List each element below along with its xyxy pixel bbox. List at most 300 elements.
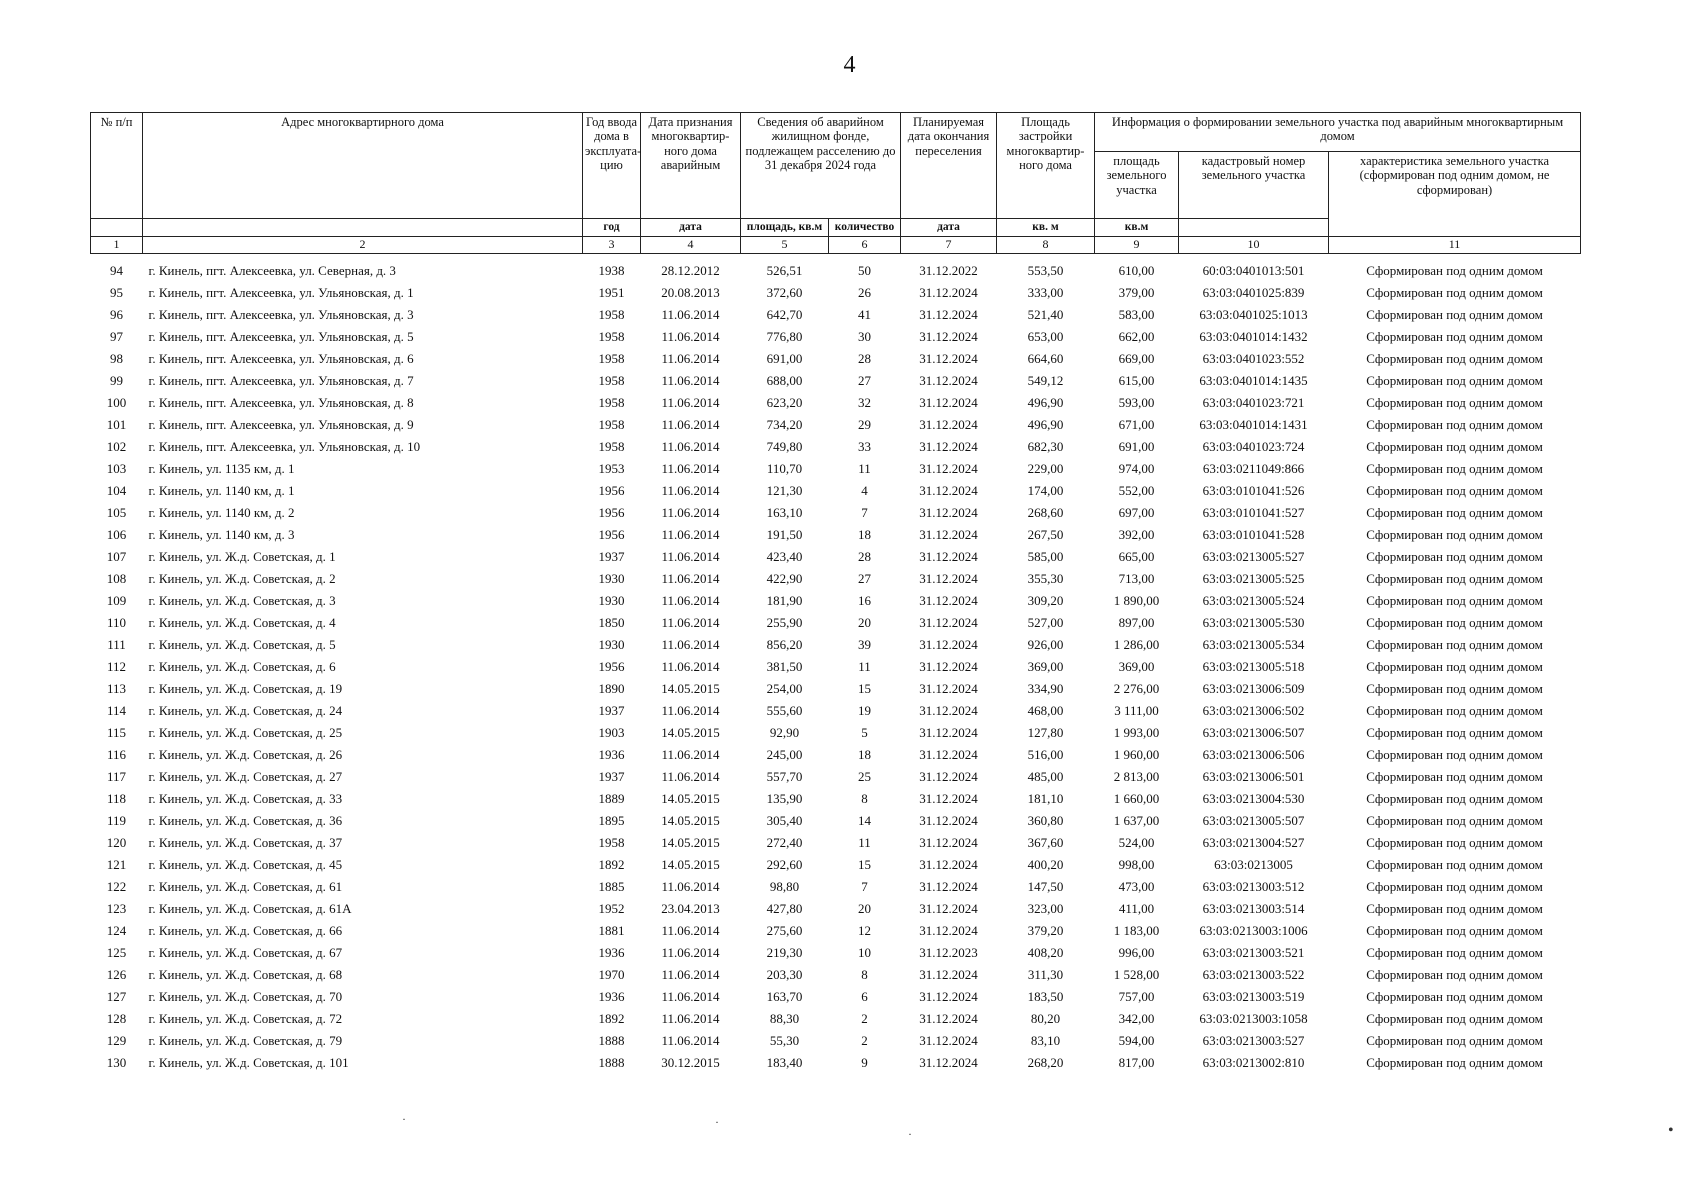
row-year: 1892 xyxy=(598,857,625,873)
row-fund-count: 7 xyxy=(861,879,868,895)
row-fund-area: 181,90 xyxy=(766,593,803,609)
row-fund-area: 135,90 xyxy=(766,791,803,807)
row-number: 108 xyxy=(106,571,127,587)
row-address: г. Кинель, ул. Ж.д. Советская, д. 6 xyxy=(148,659,336,675)
unit-area: площадь, кв.м xyxy=(741,219,829,237)
row-date-recognized: 11.06.2014 xyxy=(661,989,720,1005)
table-row xyxy=(91,414,1581,436)
row-fund-count: 16 xyxy=(858,593,871,609)
row-land-area: 379,00 xyxy=(1118,285,1155,301)
row-address: г. Кинель, пгт. Алексеевка, ул. Ульяновская, д. 1 xyxy=(148,285,414,301)
row-cadastral: 63:03:0213003:1058 xyxy=(1199,1011,1308,1027)
row-characteristic: Сформирован под одним домом xyxy=(1366,659,1543,675)
row-address: г. Кинель, пгт. Алексеевка, ул. Ульяновская, д. 8 xyxy=(148,395,414,411)
row-date-recognized: 11.06.2014 xyxy=(661,1033,720,1049)
row-fund-count: 14 xyxy=(858,813,871,829)
row-cadastral: 63:03:0213004:527 xyxy=(1202,835,1305,851)
row-planned-date: 31.12.2024 xyxy=(919,681,978,697)
header-land-info: Информация о формировании земельного участка под аварийным многоквартирным домом xyxy=(1095,113,1581,152)
row-address: г. Кинель, ул. Ж.д. Советская, д. 68 xyxy=(148,967,343,983)
row-cadastral: 63:03:0213003:519 xyxy=(1202,989,1305,1005)
row-year: 1956 xyxy=(598,505,625,521)
row-number: 97 xyxy=(110,329,123,345)
row-fund-area: 203,30 xyxy=(766,967,803,983)
row-planned-date: 31.12.2024 xyxy=(919,329,978,345)
row-characteristic: Сформирован под одним домом xyxy=(1366,593,1543,609)
row-address: г. Кинель, пгт. Алексеевка, ул. Ульяновская, д. 5 xyxy=(148,329,414,345)
row-year: 1930 xyxy=(598,571,625,587)
row-planned-date: 31.12.2024 xyxy=(919,461,978,477)
header-land-area: площадь земельного участка xyxy=(1095,152,1179,219)
table-row xyxy=(91,612,1581,634)
row-fund-count: 15 xyxy=(858,681,871,697)
row-fund-area: 381,50 xyxy=(766,659,803,675)
page-number: 4 xyxy=(843,52,856,78)
row-planned-date: 31.12.2024 xyxy=(919,747,978,763)
row-fund-area: 427,80 xyxy=(766,901,803,917)
row-fund-area: 422,90 xyxy=(766,571,803,587)
row-cadastral: 63:03:0213004:530 xyxy=(1202,791,1305,807)
row-planned-date: 31.12.2024 xyxy=(919,549,978,565)
row-date-recognized: 11.06.2014 xyxy=(661,417,720,433)
row-fund-count: 28 xyxy=(858,351,871,367)
row-build-area: 367,60 xyxy=(1027,835,1064,851)
row-planned-date: 31.12.2024 xyxy=(919,901,978,917)
table-row xyxy=(91,920,1581,942)
row-year: 1951 xyxy=(598,285,625,301)
row-date-recognized: 11.06.2014 xyxy=(661,967,720,983)
row-fund-area: 734,20 xyxy=(766,417,803,433)
table-row xyxy=(91,436,1581,458)
row-characteristic: Сформирован под одним домом xyxy=(1366,527,1543,543)
row-address: г. Кинель, ул. 1140 км, д. 2 xyxy=(148,505,295,521)
row-build-area: 181,10 xyxy=(1027,791,1064,807)
row-fund-count: 11 xyxy=(858,835,871,851)
row-fund-count: 26 xyxy=(858,285,871,301)
table-row xyxy=(91,546,1581,568)
row-date-recognized: 11.06.2014 xyxy=(661,461,720,477)
row-cadastral: 63:03:0213003:521 xyxy=(1202,945,1305,961)
row-fund-count: 11 xyxy=(858,461,871,477)
row-address: г. Кинель, ул. Ж.д. Советская, д. 19 xyxy=(148,681,343,697)
row-land-area: 369,00 xyxy=(1118,659,1155,675)
row-date-recognized: 11.06.2014 xyxy=(661,571,720,587)
row-year: 1956 xyxy=(598,483,625,499)
row-planned-date: 31.12.2024 xyxy=(919,1011,978,1027)
row-build-area: 80,20 xyxy=(1030,1011,1061,1027)
row-cadastral: 63:03:0401025:1013 xyxy=(1199,307,1308,323)
row-land-area: 583,00 xyxy=(1118,307,1155,323)
row-address: г. Кинель, пгт. Алексеевка, ул. Северная, д. 3 xyxy=(148,263,396,279)
row-number: 104 xyxy=(106,483,127,499)
row-year: 1937 xyxy=(598,703,625,719)
row-land-area: 817,00 xyxy=(1118,1055,1155,1071)
table-row xyxy=(91,678,1581,700)
row-number: 115 xyxy=(106,725,127,741)
row-date-recognized: 11.06.2014 xyxy=(661,395,720,411)
row-fund-count: 12 xyxy=(858,923,871,939)
row-planned-date: 31.12.2024 xyxy=(919,1055,978,1071)
row-land-area: 392,00 xyxy=(1118,527,1155,543)
row-land-area: 1 637,00 xyxy=(1113,813,1160,829)
row-year: 1936 xyxy=(598,747,625,763)
row-fund-count: 28 xyxy=(858,549,871,565)
header-cadastral: кадастровый номер земельного участка xyxy=(1179,152,1329,219)
table-row xyxy=(91,700,1581,722)
row-number: 109 xyxy=(106,593,127,609)
table-body xyxy=(91,254,1581,1075)
row-build-area: 369,00 xyxy=(1027,659,1064,675)
row-fund-count: 27 xyxy=(858,373,871,389)
row-characteristic: Сформирован под одним домом xyxy=(1366,1011,1543,1027)
row-cadastral: 63:03:0213005 xyxy=(1214,857,1293,873)
row-characteristic: Сформирован под одним домом xyxy=(1366,637,1543,653)
table-row xyxy=(91,304,1581,326)
header-num: № п/п xyxy=(91,113,143,219)
row-date-recognized: 11.06.2014 xyxy=(661,659,720,675)
row-address: г. Кинель, ул. Ж.д. Советская, д. 61А xyxy=(148,901,352,917)
header-address: Адрес многоквартирного дома xyxy=(143,113,583,219)
row-land-area: 665,00 xyxy=(1118,549,1155,565)
row-cadastral: 63:03:0213005:518 xyxy=(1202,659,1305,675)
table-row xyxy=(91,722,1581,744)
row-year: 1930 xyxy=(598,593,625,609)
row-year: 1958 xyxy=(598,395,625,411)
row-land-area: 2 276,00 xyxy=(1113,681,1160,697)
row-year: 1888 xyxy=(598,1055,625,1071)
row-characteristic: Сформирован под одним домом xyxy=(1366,373,1543,389)
row-planned-date: 31.12.2024 xyxy=(919,857,978,873)
row-build-area: 527,00 xyxy=(1027,615,1064,631)
row-fund-count: 8 xyxy=(861,791,868,807)
column-number: 9 xyxy=(1095,237,1179,254)
emergency-housing-table xyxy=(90,112,1581,1074)
row-fund-area: 423,40 xyxy=(766,549,803,565)
row-fund-count: 41 xyxy=(858,307,871,323)
row-build-area: 516,00 xyxy=(1027,747,1064,763)
table-row xyxy=(91,1052,1581,1074)
row-fund-area: 255,90 xyxy=(766,615,803,631)
row-build-area: 127,80 xyxy=(1027,725,1064,741)
row-fund-count: 19 xyxy=(858,703,871,719)
column-number: 6 xyxy=(829,237,901,254)
row-planned-date: 31.12.2024 xyxy=(919,659,978,675)
row-build-area: 585,00 xyxy=(1027,549,1064,565)
header-planned-date: Планируемая дата окончания переселения xyxy=(901,113,997,219)
row-number: 107 xyxy=(106,549,127,565)
table-row xyxy=(91,854,1581,876)
table-row xyxy=(91,524,1581,546)
row-fund-area: 55,30 xyxy=(769,1033,800,1049)
header-characteristic: характеристика земельного участка (сформирован под одним домом, не сформирован) xyxy=(1329,152,1581,237)
row-address: г. Кинель, пгт. Алексеевка, ул. Ульяновская, д. 6 xyxy=(148,351,414,367)
row-land-area: 897,00 xyxy=(1118,615,1155,631)
table-row xyxy=(91,502,1581,524)
row-land-area: 1 660,00 xyxy=(1113,791,1160,807)
row-characteristic: Сформирован под одним домом xyxy=(1366,747,1543,763)
row-number: 100 xyxy=(106,395,127,411)
row-build-area: 485,00 xyxy=(1027,769,1064,785)
row-address: г. Кинель, ул. Ж.д. Советская, д. 25 xyxy=(148,725,343,741)
row-build-area: 183,50 xyxy=(1027,989,1064,1005)
row-characteristic: Сформирован под одним домом xyxy=(1366,439,1543,455)
row-address: г. Кинель, ул. Ж.д. Советская, д. 4 xyxy=(148,615,336,631)
row-fund-area: 642,70 xyxy=(766,307,803,323)
row-fund-area: 98,80 xyxy=(769,879,800,895)
row-build-area: 360,80 xyxy=(1027,813,1064,829)
row-fund-area: 305,40 xyxy=(766,813,803,829)
row-address: г. Кинель, ул. 1140 км, д. 1 xyxy=(148,483,295,499)
row-year: 1958 xyxy=(598,307,625,323)
table-row xyxy=(91,744,1581,766)
row-planned-date: 31.12.2024 xyxy=(919,637,978,653)
row-land-area: 552,00 xyxy=(1118,483,1155,499)
row-build-area: 268,60 xyxy=(1027,505,1064,521)
table-row xyxy=(91,766,1581,788)
table-row xyxy=(91,480,1581,502)
row-fund-count: 27 xyxy=(858,571,871,587)
row-address: г. Кинель, пгт. Алексеевка, ул. Ульяновская, д. 9 xyxy=(148,417,414,433)
row-fund-count: 18 xyxy=(858,527,871,543)
row-number: 94 xyxy=(110,263,123,279)
row-planned-date: 31.12.2024 xyxy=(919,703,978,719)
row-land-area: 3 111,00 xyxy=(1114,703,1159,719)
row-number: 119 xyxy=(106,813,127,829)
row-cadastral: 63:03:0213005:530 xyxy=(1202,615,1305,631)
row-land-area: 610,00 xyxy=(1118,263,1155,279)
row-planned-date: 31.12.2024 xyxy=(919,879,978,895)
row-year: 1958 xyxy=(598,351,625,367)
table-row xyxy=(91,370,1581,392)
row-land-area: 662,00 xyxy=(1118,329,1155,345)
table-row xyxy=(91,810,1581,832)
row-date-recognized: 11.06.2014 xyxy=(661,703,720,719)
row-characteristic: Сформирован под одним домом xyxy=(1366,813,1543,829)
row-cadastral: 63:03:0213006:507 xyxy=(1202,725,1305,741)
row-characteristic: Сформирован под одним домом xyxy=(1366,461,1543,477)
row-number: 95 xyxy=(110,285,123,301)
row-fund-area: 776,80 xyxy=(766,329,803,345)
row-cadastral: 63:03:0213005:534 xyxy=(1202,637,1305,653)
row-land-area: 1 528,00 xyxy=(1113,967,1160,983)
row-land-area: 2 813,00 xyxy=(1113,769,1160,785)
row-fund-area: 856,20 xyxy=(766,637,803,653)
row-fund-area: 749,80 xyxy=(766,439,803,455)
column-number: 4 xyxy=(641,237,741,254)
row-build-area: 323,00 xyxy=(1027,901,1064,917)
row-land-area: 342,00 xyxy=(1118,1011,1155,1027)
column-number-row xyxy=(91,237,1581,254)
header-build-area: Площадь застройки многоквартир-ного дома xyxy=(997,113,1095,219)
row-cadastral: 63:03:0101041:528 xyxy=(1202,527,1305,543)
row-date-recognized: 11.06.2014 xyxy=(661,593,720,609)
row-address: г. Кинель, ул. Ж.д. Советская, д. 101 xyxy=(148,1055,349,1071)
row-planned-date: 31.12.2024 xyxy=(919,483,978,499)
row-year: 1850 xyxy=(598,615,625,631)
row-fund-area: 623,20 xyxy=(766,395,803,411)
row-land-area: 669,00 xyxy=(1118,351,1155,367)
row-land-area: 473,00 xyxy=(1118,879,1155,895)
row-characteristic: Сформирован под одним домом xyxy=(1366,681,1543,697)
row-year: 1953 xyxy=(598,461,625,477)
row-date-recognized: 11.06.2014 xyxy=(661,549,720,565)
row-date-recognized: 14.05.2015 xyxy=(661,791,720,807)
row-planned-date: 31.12.2024 xyxy=(919,527,978,543)
row-cadastral: 63:03:0401025:839 xyxy=(1202,285,1305,301)
row-cadastral: 63:03:0213005:527 xyxy=(1202,549,1305,565)
row-characteristic: Сформирован под одним домом xyxy=(1366,483,1543,499)
row-characteristic: Сформирован под одним домом xyxy=(1366,967,1543,983)
row-planned-date: 31.12.2024 xyxy=(919,791,978,807)
row-year: 1958 xyxy=(598,439,625,455)
row-planned-date: 31.12.2024 xyxy=(919,505,978,521)
row-number: 123 xyxy=(106,901,127,917)
row-fund-area: 191,50 xyxy=(766,527,803,543)
row-fund-area: 526,51 xyxy=(766,263,803,279)
row-characteristic: Сформирован под одним домом xyxy=(1366,1033,1543,1049)
row-year: 1889 xyxy=(598,791,625,807)
row-year: 1937 xyxy=(598,769,625,785)
row-address: г. Кинель, ул. Ж.д. Советская, д. 3 xyxy=(148,593,336,609)
row-number: 114 xyxy=(106,703,127,719)
row-number: 98 xyxy=(110,351,123,367)
row-land-area: 1 286,00 xyxy=(1113,637,1160,653)
row-cadastral: 60:03:0401013:501 xyxy=(1202,263,1305,279)
row-date-recognized: 11.06.2014 xyxy=(661,483,720,499)
row-cadastral: 63:03:0213006:501 xyxy=(1202,769,1305,785)
table-row xyxy=(91,568,1581,590)
row-build-area: 379,20 xyxy=(1027,923,1064,939)
row-date-recognized: 11.06.2014 xyxy=(661,637,720,653)
row-fund-area: 292,60 xyxy=(766,857,803,873)
row-build-area: 468,00 xyxy=(1027,703,1064,719)
row-address: г. Кинель, ул. Ж.д. Советская, д. 27 xyxy=(148,769,343,785)
row-cadastral: 63:03:0401023:721 xyxy=(1202,395,1305,411)
row-build-area: 653,00 xyxy=(1027,329,1064,345)
row-land-area: 713,00 xyxy=(1118,571,1155,587)
row-number: 116 xyxy=(106,747,127,763)
row-fund-area: 275,60 xyxy=(766,923,803,939)
row-build-area: 229,00 xyxy=(1027,461,1064,477)
row-fund-area: 163,70 xyxy=(766,989,803,1005)
row-fund-area: 372,60 xyxy=(766,285,803,301)
row-date-recognized: 11.06.2014 xyxy=(661,923,720,939)
row-land-area: 1 960,00 xyxy=(1113,747,1160,763)
row-build-area: 83,10 xyxy=(1030,1033,1061,1049)
row-planned-date: 31.12.2024 xyxy=(919,989,978,1005)
row-address: г. Кинель, пгт. Алексеевка, ул. Ульяновская, д. 7 xyxy=(148,373,414,389)
row-cadastral: 63:03:0213005:524 xyxy=(1202,593,1305,609)
table-row xyxy=(91,326,1581,348)
row-number: 105 xyxy=(106,505,127,521)
row-characteristic: Сформирован под одним домом xyxy=(1366,791,1543,807)
table-row xyxy=(91,876,1581,898)
table-row xyxy=(91,898,1581,920)
row-number: 103 xyxy=(106,461,127,477)
row-fund-count: 29 xyxy=(858,417,871,433)
row-characteristic: Сформирован под одним домом xyxy=(1366,989,1543,1005)
row-build-area: 333,00 xyxy=(1027,285,1064,301)
table-row xyxy=(91,986,1581,1008)
row-year: 1937 xyxy=(598,549,625,565)
row-number: 120 xyxy=(106,835,127,851)
row-build-area: 309,20 xyxy=(1027,593,1064,609)
row-land-area: 594,00 xyxy=(1118,1033,1155,1049)
row-fund-count: 6 xyxy=(861,989,868,1005)
row-planned-date: 31.12.2024 xyxy=(919,571,978,587)
row-characteristic: Сформирован под одним домом xyxy=(1366,703,1543,719)
row-characteristic: Сформирован под одним домом xyxy=(1366,329,1543,345)
row-year: 1936 xyxy=(598,989,625,1005)
row-fund-area: 557,70 xyxy=(766,769,803,785)
row-fund-area: 219,30 xyxy=(766,945,803,961)
row-characteristic: Сформирован под одним домом xyxy=(1366,285,1543,301)
row-land-area: 1 890,00 xyxy=(1113,593,1160,609)
column-number: 3 xyxy=(583,237,641,254)
table-row xyxy=(91,1030,1581,1052)
row-fund-count: 20 xyxy=(858,615,871,631)
row-cadastral: 63:03:0401023:724 xyxy=(1202,439,1305,455)
row-cadastral: 63:03:0213006:506 xyxy=(1202,747,1305,763)
column-number: 7 xyxy=(901,237,997,254)
row-planned-date: 31.12.2024 xyxy=(919,307,978,323)
row-planned-date: 31.12.2024 xyxy=(919,351,978,367)
row-fund-count: 39 xyxy=(858,637,871,653)
row-address: г. Кинель, ул. Ж.д. Советская, д. 26 xyxy=(148,747,343,763)
row-address: г. Кинель, ул. Ж.д. Советская, д. 36 xyxy=(148,813,343,829)
row-number: 112 xyxy=(106,659,127,675)
row-fund-area: 183,40 xyxy=(766,1055,803,1071)
row-planned-date: 31.12.2024 xyxy=(919,417,978,433)
row-address: г. Кинель, ул. Ж.д. Советская, д. 45 xyxy=(148,857,343,873)
header-year: Год ввода дома в эксплуата-цию xyxy=(583,113,641,219)
column-number: 11 xyxy=(1329,237,1581,254)
row-date-recognized: 11.06.2014 xyxy=(661,1011,720,1027)
row-planned-date: 31.12.2024 xyxy=(919,769,978,785)
row-address: г. Кинель, пгт. Алексеевка, ул. Ульяновская, д. 10 xyxy=(148,439,421,455)
row-cadastral: 63:03:0213003:514 xyxy=(1202,901,1305,917)
column-number: 5 xyxy=(741,237,829,254)
table-row xyxy=(91,282,1581,304)
row-characteristic: Сформирован под одним домом xyxy=(1366,571,1543,587)
row-date-recognized: 14.05.2015 xyxy=(661,857,720,873)
row-planned-date: 31.12.2024 xyxy=(919,967,978,983)
row-cadastral: 63:03:0401023:552 xyxy=(1202,351,1305,367)
row-build-area: 496,90 xyxy=(1027,417,1064,433)
row-number: 129 xyxy=(106,1033,127,1049)
row-year: 1936 xyxy=(598,945,625,961)
row-cadastral: 63:03:0213003:522 xyxy=(1202,967,1305,983)
row-characteristic: Сформирован под одним домом xyxy=(1366,263,1543,279)
row-number: 96 xyxy=(110,307,123,323)
row-date-recognized: 11.06.2014 xyxy=(661,615,720,631)
row-number: 111 xyxy=(107,637,126,653)
row-fund-count: 50 xyxy=(858,263,871,279)
row-year: 1970 xyxy=(598,967,625,983)
row-cadastral: 63:03:0213005:507 xyxy=(1202,813,1305,829)
row-cadastral: 63:03:0401014:1435 xyxy=(1199,373,1308,389)
table-row xyxy=(91,964,1581,986)
row-fund-area: 110,70 xyxy=(766,461,803,477)
unit-year: год xyxy=(583,219,641,237)
header-fund-info: Сведения об аварийном жилищном фонде, подлежащем расселению до 31 декабря 2024 года xyxy=(741,113,901,219)
row-characteristic: Сформирован под одним домом xyxy=(1366,505,1543,521)
row-address: г. Кинель, ул. Ж.д. Советская, д. 72 xyxy=(148,1011,343,1027)
row-year: 1885 xyxy=(598,879,625,895)
row-cadastral: 63:03:0213002:810 xyxy=(1202,1055,1305,1071)
row-year: 1888 xyxy=(598,1033,625,1049)
row-fund-area: 691,00 xyxy=(766,351,803,367)
